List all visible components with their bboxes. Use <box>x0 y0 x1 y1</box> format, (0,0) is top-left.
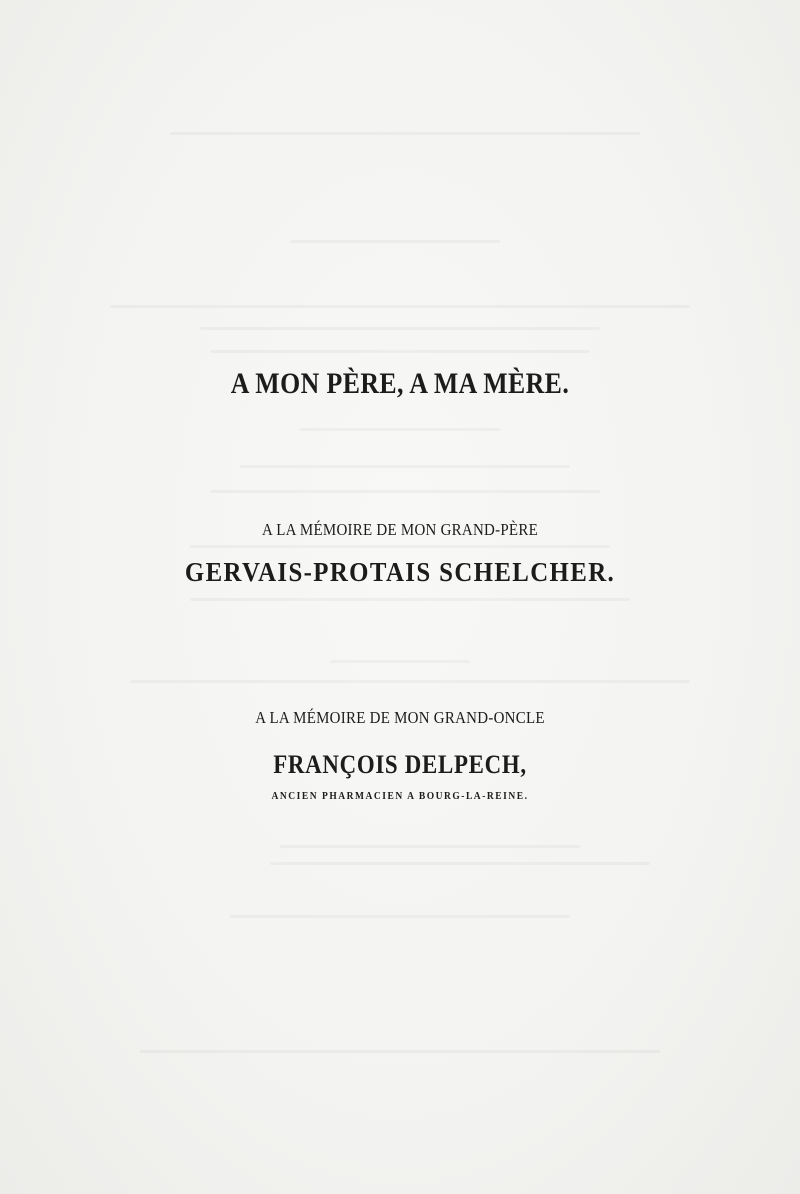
dedication-parents: A MON PÈRE, A MA MÈRE. <box>230 367 570 400</box>
dedication-grandfather-name: GERVAIS-PROTAIS SCHELCHER. <box>184 557 616 587</box>
dedication-granduncle-name: FRANÇOIS DELPECH, <box>273 750 527 779</box>
dedication-granduncle-intro: A LA MÉMOIRE DE MON GRAND-ONCLE <box>255 708 545 727</box>
dedication-granduncle-title: ANCIEN PHARMACIEN A BOURG-LA-REINE. <box>271 791 529 802</box>
dedication-grandfather-intro: A LA MÉMOIRE DE MON GRAND-PÈRE <box>262 520 538 539</box>
